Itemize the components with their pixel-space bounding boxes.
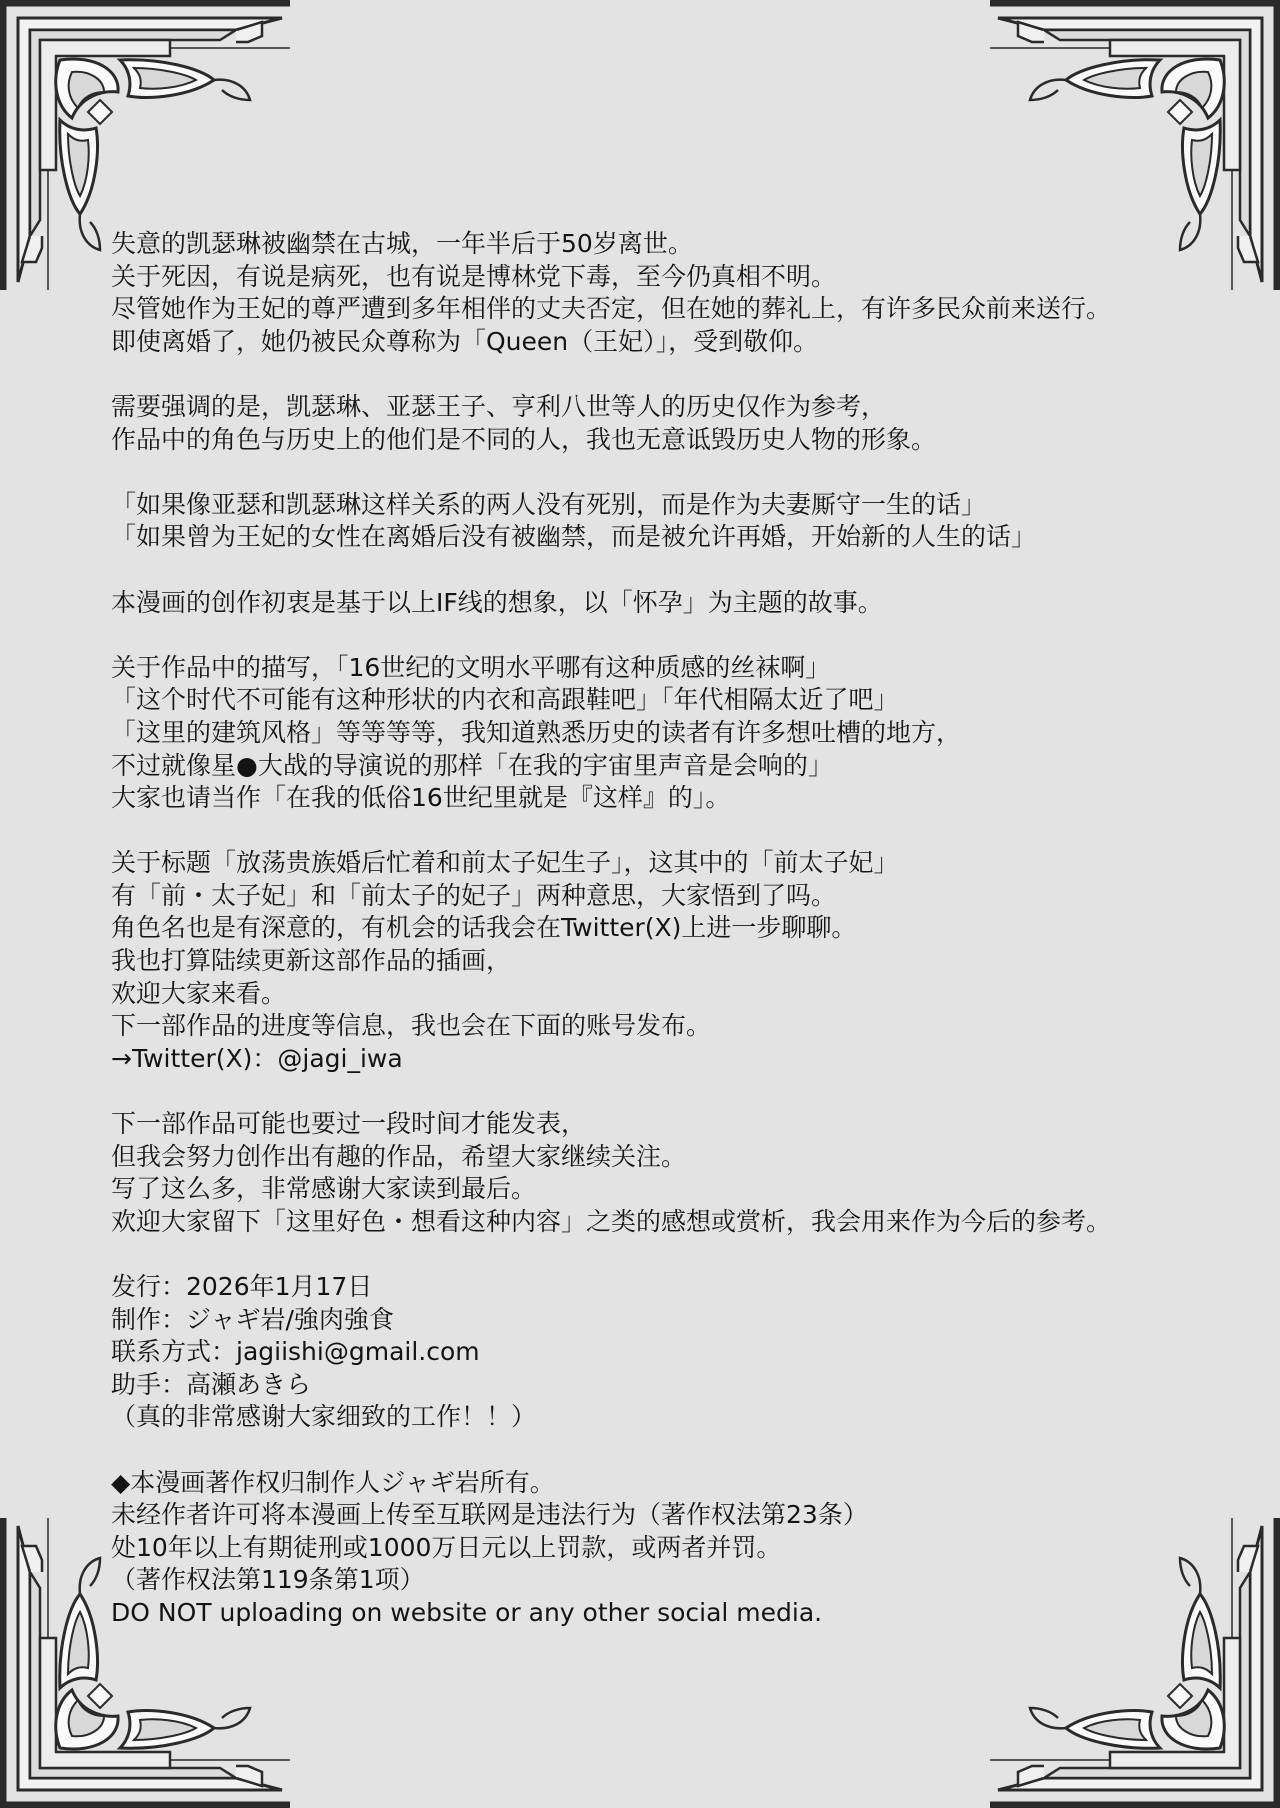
paragraph-copyright-notice	[111, 1467, 1191, 1630]
paragraph-what-if-quotes	[111, 489, 1191, 554]
text-line: 不过就像星●大战的导演说的那样「在我的宇宙里声音是会响的」	[111, 750, 833, 780]
text-line: 「如果曾为王妃的女性在离婚后没有被幽禁，而是被允许再婚，开始新的人生的话」	[111, 522, 1037, 552]
text-line: 作品中的角色与历史上的他们是不同的人，我也无意诋毁历史人物的形象。	[111, 424, 937, 454]
text-line: 但我会努力创作出有趣的作品，希望大家继续关注。	[111, 1141, 687, 1171]
paragraph-depiction-notes	[111, 652, 1191, 815]
text-line: 欢迎大家留下「这里好色・想看这种内容」之类的感想或赏析，我会用来作为今后的参考。	[111, 1206, 1112, 1236]
text-line: 「这里的建筑风格」等等等等，我知道熟悉历史的读者有许多想吐槽的地方，	[111, 717, 962, 747]
text-line: 本漫画的创作初衷是基于以上IF线的想象，以「怀孕」为主题的故事。	[111, 587, 883, 617]
paragraph-title-meaning	[111, 847, 1191, 1075]
text-line: 角色名也是有深意的，有机会的话我会在Twitter(X)上进一步聊聊。	[111, 913, 857, 943]
contact-email: 联系方式：jagiishi@gmail.com	[111, 1337, 480, 1367]
text-line: （真的非常感谢大家细致的工作！！）	[111, 1402, 537, 1432]
text-line: 下一部作品可能也要过一段时间才能发表，	[111, 1109, 587, 1139]
twitter-handle: →Twitter(X)：@jagi_iwa	[111, 1043, 403, 1073]
text-line: 尽管她作为王妃的尊严遭到多年相伴的丈夫否定，但在她的葬礼上，有许多民众前来送行。	[111, 294, 1112, 324]
paragraph-history-disclaimer	[111, 391, 1191, 456]
paragraph-credits	[111, 1271, 1191, 1434]
text-line: 下一部作品的进度等信息，我也会在下面的账号发布。	[111, 1011, 712, 1041]
assistant-credit: 助手：高瀬あきら	[111, 1369, 312, 1399]
text-line: ◆本漫画著作权归制作人ジャギ岩所有。	[111, 1467, 555, 1497]
text-line: 失意的凯瑟琳被幽禁在古城，一年半后于50岁离世。	[111, 229, 693, 258]
text-line: 大家也请当作「在我的低俗16世纪里就是『这样』的」。	[111, 783, 731, 813]
text-line: 即使离婚了，她仍被民众尊称为「Queen（王妃）」，受到敬仰。	[111, 326, 819, 356]
text-line: 关于作品中的描写，「16世纪的文明水平哪有这种质感的丝袜啊」	[111, 652, 831, 682]
text-line: 需要强调的是，凯瑟琳、亚瑟王子、亨利八世等人的历史仅作为参考，	[111, 391, 887, 421]
paragraph-catherine-fate	[111, 228, 1191, 358]
text-line: 处10年以上有期徒刑或1000万日元以上罚款，或两者并罚。	[111, 1532, 782, 1562]
afterword-text-body	[111, 228, 1191, 1630]
paragraph-closing-thanks	[111, 1108, 1191, 1238]
paragraph-theme	[111, 587, 1191, 620]
text-line: 关于标题「放荡贵族婚后忙着和前太子妃生子」，这其中的「前太子妃」	[111, 848, 899, 878]
text-line: 有「前・太子妃」和「前太子的妃子」两种意思，大家悟到了吗。	[111, 880, 837, 910]
text-line: 关于死因，有说是病死，也有说是博林党下毒，至今仍真相不明。	[111, 261, 837, 291]
text-line: （著作权法第119条第1项）	[111, 1565, 425, 1595]
text-line: 我也打算陆续更新这部作品的插画，	[111, 946, 512, 976]
text-line: 「这个时代不可能有这种形状的内衣和高跟鞋吧」「年代相隔太近了吧」	[111, 685, 899, 715]
producer-credit: 制作：ジャギ岩/強肉強食	[111, 1304, 394, 1334]
text-line: 欢迎大家来看。	[111, 978, 287, 1008]
text-line: 写了这么多，非常感谢大家读到最后。	[111, 1174, 537, 1204]
text-line: 「如果像亚瑟和凯瑟琳这样关系的两人没有死别，而是作为夫妻厮守一生的话」	[111, 489, 987, 519]
publish-date: 发行：2026年1月17日	[111, 1272, 373, 1301]
text-line: DO NOT uploading on website or any other social media.	[111, 1597, 823, 1627]
text-line: 未经作者许可将本漫画上传至互联网是违法行为（著作权法第23条）	[111, 1500, 868, 1530]
